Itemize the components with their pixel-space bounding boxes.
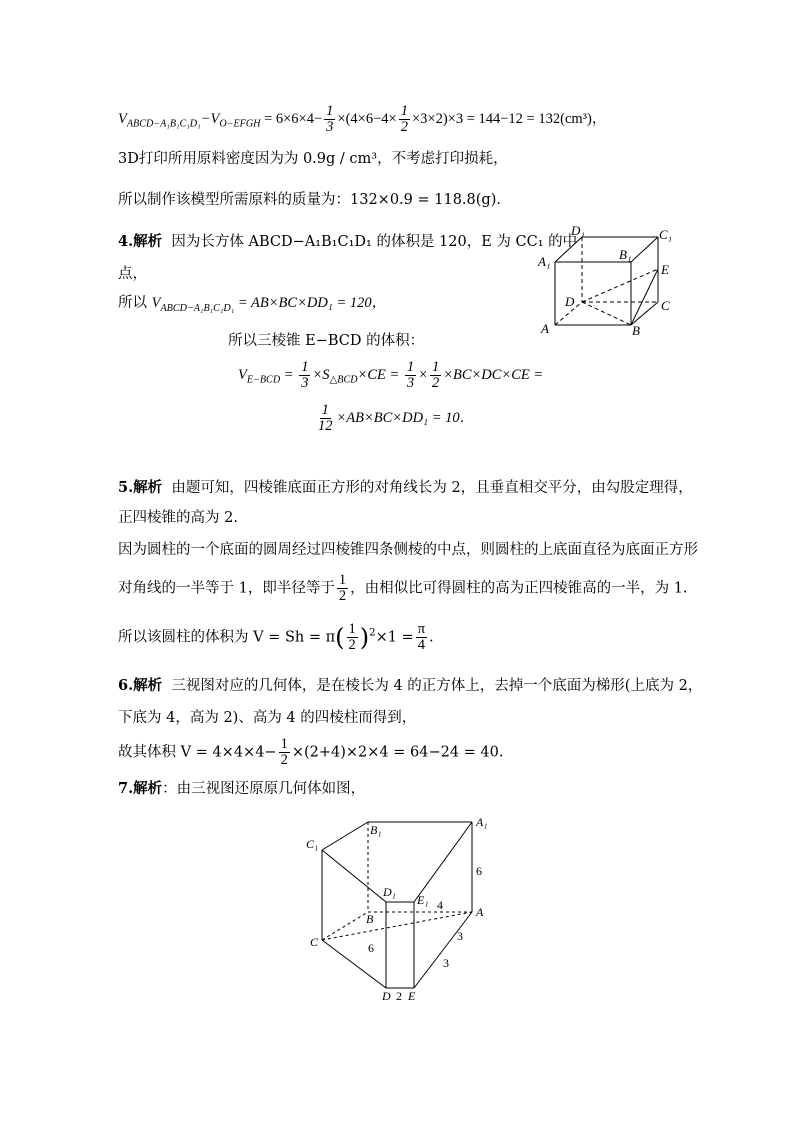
cuboid-figure [535, 222, 675, 340]
denominator: 3 [406, 375, 415, 391]
label-a: A [541, 321, 549, 336]
denominator: 2 [431, 375, 440, 391]
s5-line2: 正四棱锥的高为 2. [118, 510, 238, 526]
s5-text1: 由题可知，四棱锥底面正方形的对角线长为 2，且垂直相交平分，由勾股定理得， [171, 480, 693, 496]
label-len-4: 4 [437, 898, 443, 912]
numerator: 1 [301, 359, 309, 375]
s4-line1 [118, 232, 577, 252]
label-e: E [661, 262, 669, 277]
label-a1: A₁ [476, 815, 488, 829]
s7-line1 [118, 779, 365, 799]
edge [631, 237, 658, 262]
s4-eq2 [314, 403, 474, 434]
label-b: B [632, 323, 640, 338]
label-a1: A₁ [538, 254, 551, 269]
edge [322, 940, 386, 988]
numerator: 1 [280, 736, 288, 752]
section-head: 6.解析 [118, 677, 163, 694]
s5-line1 [118, 478, 693, 498]
eq-ce: ×CE = [357, 366, 403, 383]
hidden-edge [582, 302, 631, 325]
eq-s: ×S [312, 366, 330, 383]
s4-line2: 点， [118, 266, 147, 282]
fraction [316, 403, 335, 434]
s4-text1: 因为长方体 ABCD−A₁B₁C₁D₁ 的体积是 120，E 为 CC₁ 的中 [171, 234, 578, 250]
s7-text1: ：由三视图还原原几何体如图， [162, 781, 366, 797]
fraction [337, 573, 348, 604]
edge [414, 822, 472, 902]
hidden-edge [322, 912, 368, 940]
numerator: 1 [400, 103, 408, 119]
s6-line3 [118, 737, 504, 768]
s5-text5c: . [429, 629, 434, 646]
s5-text4a: 对角线的一半等于 1，即半径等于 [118, 580, 335, 597]
label-a: A [476, 905, 484, 919]
denominator: 3 [326, 119, 334, 135]
label-len-6a: 6 [476, 864, 482, 878]
s6-text1: 三视图对应的几何体，是在棱长为 4 的正方体上，去掉一个底面为梯形(上底为 2， [171, 678, 703, 694]
eq-sub: E−BCD [246, 374, 281, 386]
edge [322, 822, 368, 850]
vol-mid: ×(4×6−4× [337, 110, 397, 127]
label-c1: C₁ [306, 837, 319, 851]
s5-line3: 因为圆柱的一个底面的圆周经过四棱锥四条侧棱的中点，则圆柱的上底面直径为底面正方形 [118, 542, 698, 558]
label-len-3a: 3 [457, 929, 463, 943]
denominator: 3 [301, 375, 309, 391]
s6-text3b: ×(2+4)×2×4 = 64−24 = 40. [291, 744, 504, 761]
edge-be [631, 269, 658, 325]
s6-line2: 下底为 4，高为 2)、高为 4 的四棱柱而得到， [118, 710, 417, 726]
paren: ) [359, 623, 370, 652]
edge [631, 302, 658, 325]
denominator: 2 [348, 637, 356, 653]
label-d: D [565, 294, 575, 309]
label-b1: B₁ [370, 823, 382, 837]
s6-line1 [118, 676, 702, 696]
hidden-edge [582, 269, 658, 302]
s5-line4 [118, 573, 688, 604]
vol-eq: = 6×6×4− [264, 110, 323, 127]
label-d: D [382, 989, 391, 1003]
volume-equation [118, 104, 606, 135]
section-head: 4.解析 [118, 233, 163, 250]
vol-sub2: O−EFGH [219, 118, 261, 130]
denominator: 4 [417, 637, 425, 653]
vol-sub1: ABCD−A₁B₁C₁D₁ [126, 118, 201, 130]
fraction [399, 104, 410, 135]
s5-text5a: 所以该圆柱的体积为 V = Sh = π [118, 629, 336, 646]
label-b1: B₁ [619, 247, 632, 262]
label-c1: C₁ [659, 227, 673, 242]
eq-times: × [418, 366, 428, 383]
label-len-6b: 6 [368, 941, 374, 955]
density-line: 3D打印所用原料密度因为为 0.9g / cm³，不考虑打印损耗， [118, 151, 508, 167]
fraction [416, 622, 427, 653]
denominator: 2 [400, 119, 408, 135]
s5-line5: 所以该圆柱的体积为 V = Sh = π( $\frac{1}{2}$ )$^2$×1 = $\frac{\pi}{4}$ . [118, 621, 434, 653]
label-e1: E₁ [417, 893, 429, 907]
edge [322, 850, 386, 902]
paren: ( [335, 623, 345, 652]
edge [414, 912, 472, 988]
denominator: 2 [280, 752, 288, 768]
s5-text5b: ×1 = [375, 629, 414, 646]
solid-figure [300, 810, 500, 1005]
numerator: 1 [348, 621, 356, 637]
fraction [299, 360, 310, 391]
denominator: 12 [318, 418, 333, 434]
eq-eq: = [280, 366, 298, 383]
numerator: 1 [321, 402, 329, 418]
numerator: π [417, 621, 426, 637]
s5-text4b: ，由相似比可得圆柱的高为正四棱锥高的一半，为 1. [350, 580, 688, 597]
vol-sub: ABCD−A₁B₁C₁D₁ [160, 302, 235, 314]
label-c: C [661, 298, 670, 313]
eq-v: V [238, 366, 247, 383]
s4-line3 [118, 293, 386, 319]
vol-symbol: V [151, 295, 161, 311]
s4-line4: 所以三棱锥 E−BCD 的体积： [228, 333, 425, 349]
label-len-2: 2 [396, 989, 402, 1003]
numerator: 1 [431, 359, 440, 375]
label-d1: D₁ [383, 885, 396, 899]
fraction [324, 104, 335, 135]
numerator: 1 [338, 572, 347, 588]
label-b: B [366, 912, 374, 926]
vol-symbol: V [118, 110, 127, 127]
eq-tail: ×BC×DC×CE = [443, 366, 544, 383]
label-c: C [310, 935, 319, 949]
edge [555, 237, 582, 262]
fraction [279, 737, 290, 768]
s4-text3a: 所以 [118, 295, 152, 311]
eq-s-sub: △BCD [329, 374, 358, 386]
s4-text3d: = AB×BC×DD₁ = 120， [234, 295, 387, 311]
fraction [405, 360, 416, 391]
mass-line: 所以制作该模型所需原料的质量为：132×0.9 = 118.8(g)． [118, 192, 511, 208]
label-len-3b: 3 [443, 956, 449, 970]
numerator: 1 [406, 359, 415, 375]
fraction [347, 622, 358, 653]
label-e: E [408, 989, 416, 1003]
section-head: 5.解析 [118, 479, 163, 496]
section-head: 7.解析 [118, 780, 163, 797]
s6-text3a: 故其体积 V = 4×4×4− [118, 744, 277, 761]
vol-tail: ×3×2)×3 = 144−12 = 132(cm³)， [411, 110, 607, 127]
numerator: 1 [326, 103, 334, 119]
fraction [430, 360, 441, 391]
s4-eq1 [238, 360, 543, 391]
label-d1: D₁ [571, 223, 585, 238]
vol-minus: −V [200, 110, 220, 127]
denominator: 2 [338, 588, 347, 604]
eq2-tail: ×AB×BC×DD₁ = 10． [336, 409, 475, 426]
